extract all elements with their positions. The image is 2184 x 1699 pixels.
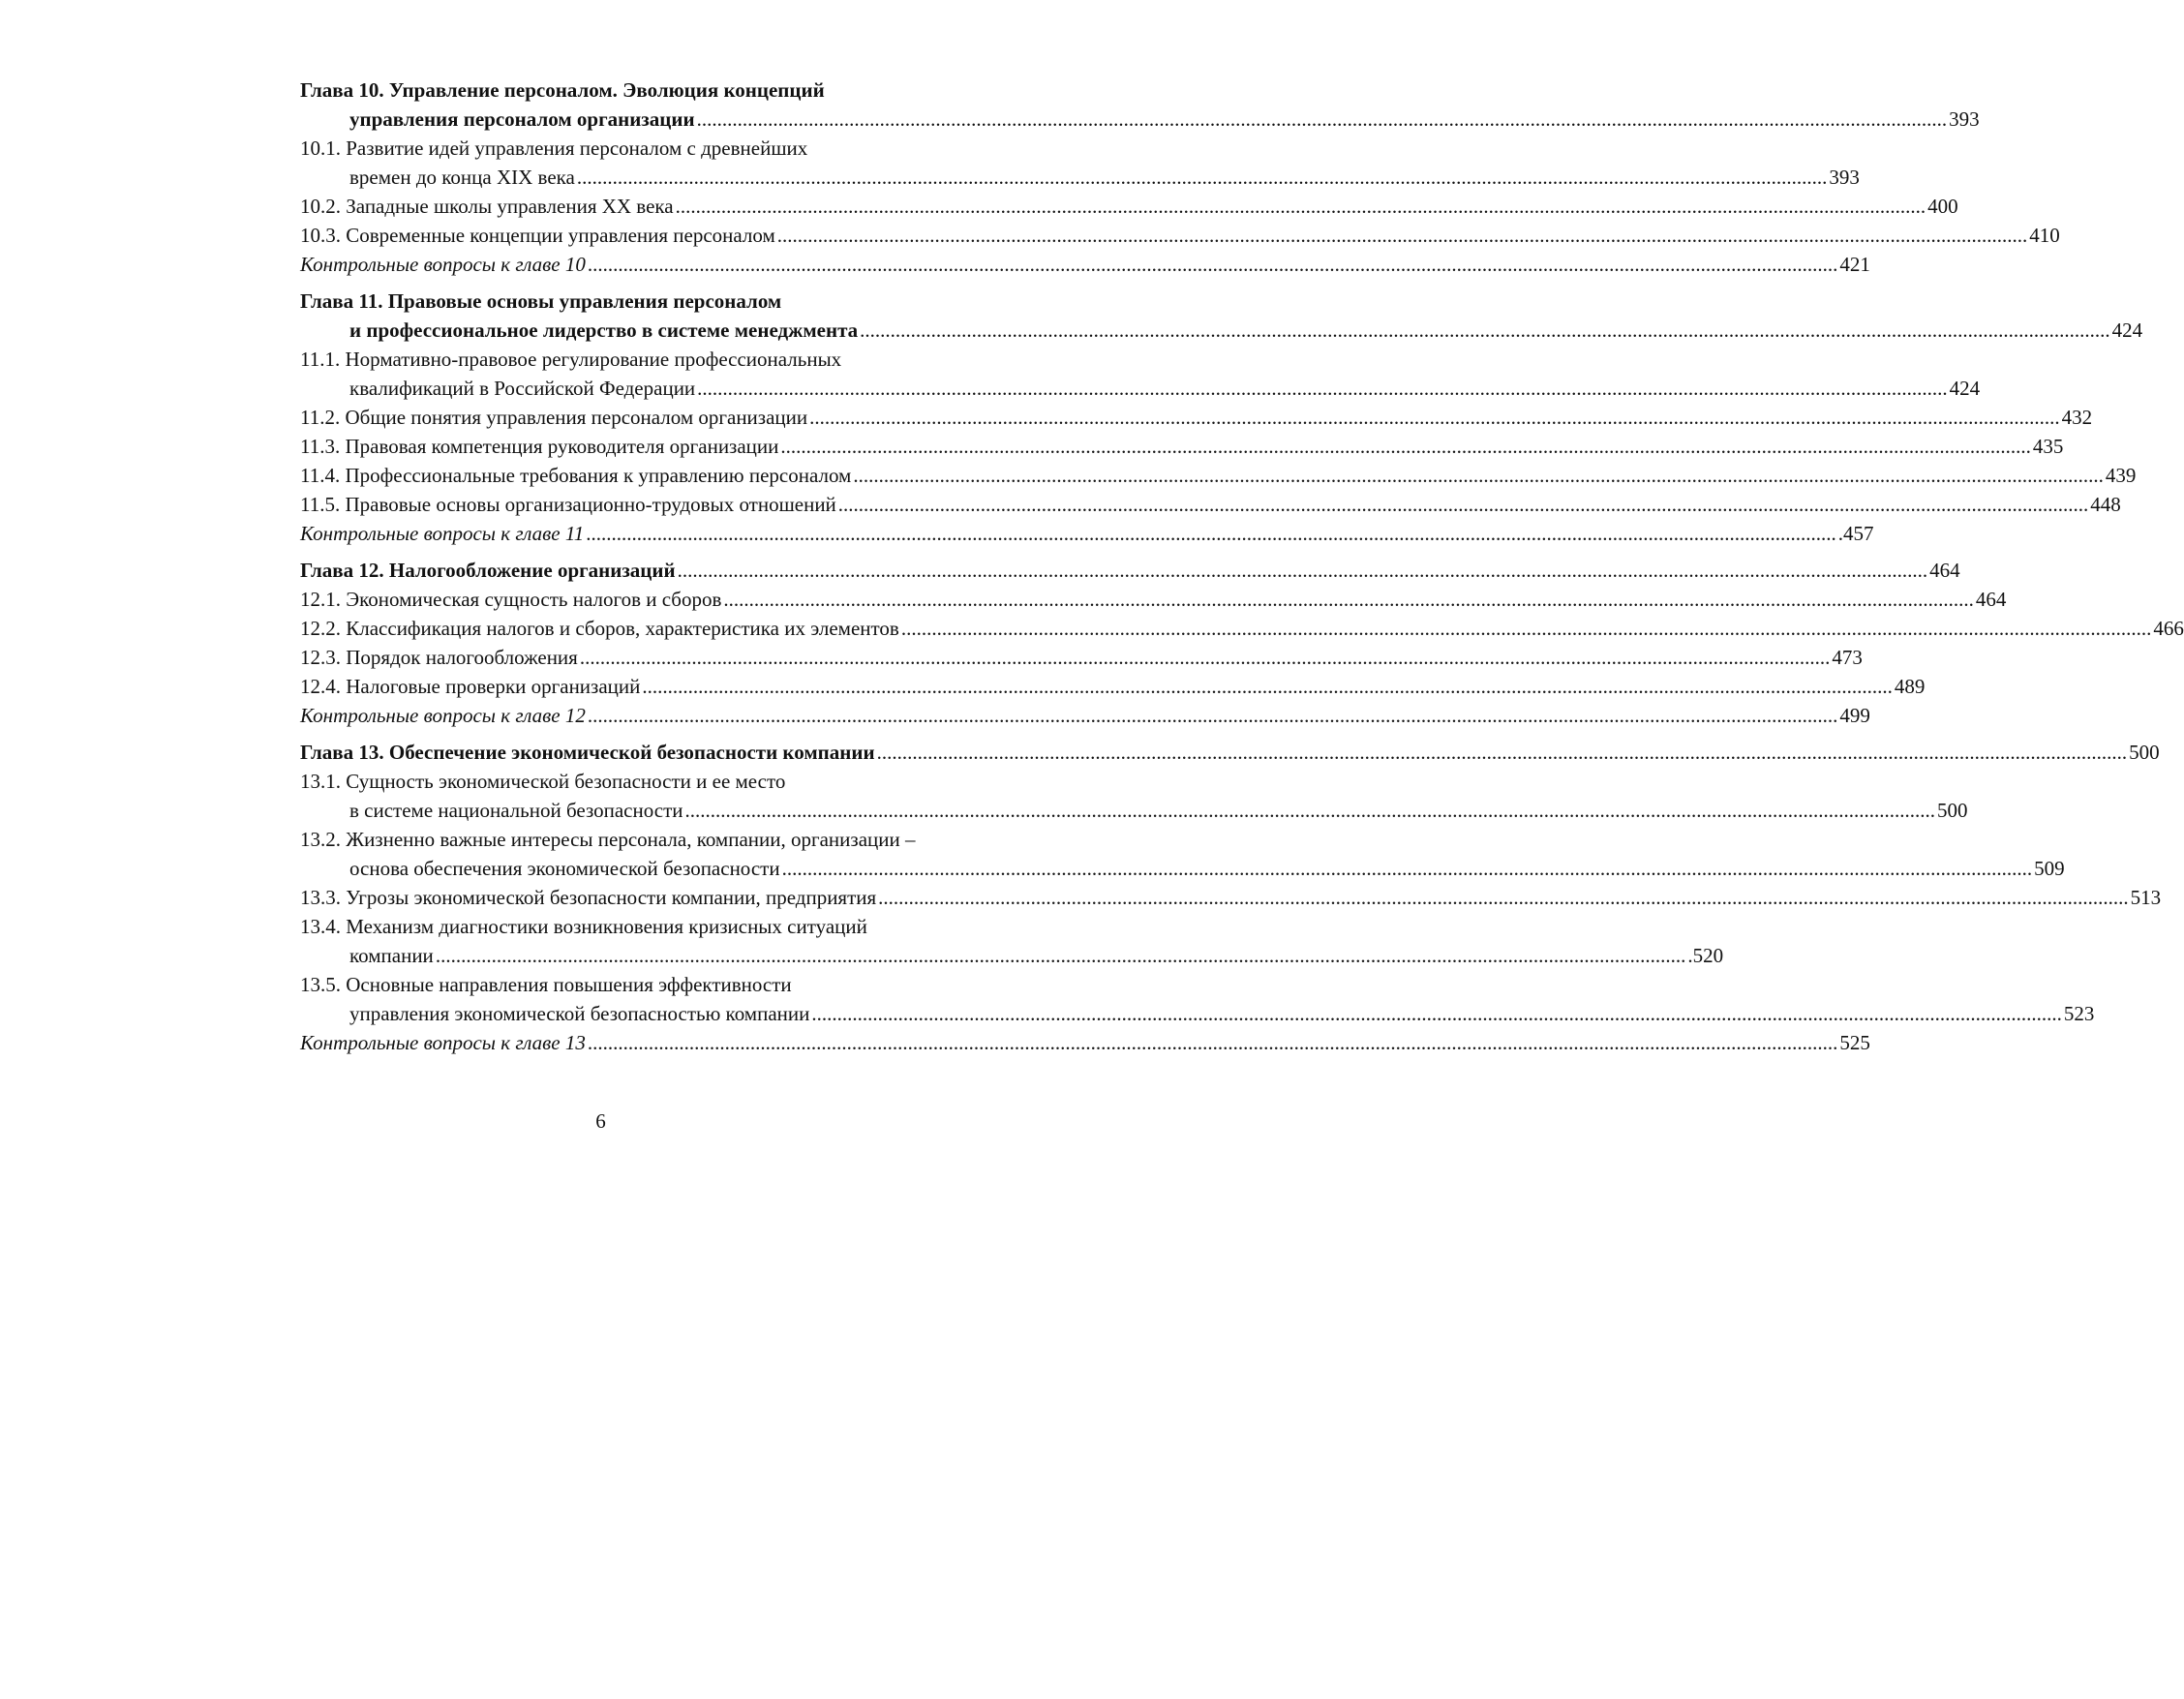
page-ref: 466 [2153, 617, 2184, 640]
review-questions-entry [300, 250, 1870, 279]
dot-leader [685, 796, 1936, 825]
toc-entry [300, 192, 1958, 221]
page-ref: 448 [2090, 493, 2121, 516]
chapter-10 [300, 76, 2060, 279]
toc-entry [300, 883, 2162, 912]
entry-title-continued: компании [349, 944, 434, 967]
page-number: 6 [595, 1109, 606, 1133]
chapter-12 [300, 556, 2184, 730]
page-ref: 432 [2061, 406, 2093, 429]
dot-leader [642, 672, 1893, 701]
entry-title: 12.4. Налоговые проверки организаций [300, 675, 641, 698]
entry-title: 12.1. Экономическая сущность налогов и сборов [300, 588, 722, 611]
toc-entry-continued [300, 999, 2095, 1028]
dot-leader [436, 941, 1686, 970]
page-ref: 464 [1929, 559, 1960, 582]
review-questions-label: Контрольные вопросы к главе 10 [300, 253, 586, 276]
toc-entry [300, 134, 964, 163]
dot-leader [676, 192, 1926, 221]
chapter-title: Глава 10. Управление персоналом. Эволюция концепций [300, 78, 825, 102]
toc-entry [300, 585, 2007, 614]
dot-leader [878, 883, 2129, 912]
page-ref: .457 [1837, 522, 1874, 545]
chapter-heading-continued [300, 105, 1980, 134]
page-ref: 523 [2063, 1002, 2095, 1025]
toc-entry-continued [300, 941, 1724, 970]
entry-title: 13.5. Основные направления повышения эффективности [300, 973, 792, 996]
entry-title: 11.5. Правовые основы организационно-трудовых отношений [300, 493, 836, 516]
toc-entry [300, 221, 2060, 250]
page-ref: 400 [1927, 195, 1958, 218]
page-ref: 393 [1829, 166, 1860, 189]
entry-title: 11.1. Нормативно-правовое регулирование профессиональных [300, 348, 842, 371]
page-ref: 424 [1949, 377, 1981, 400]
dot-leader [580, 643, 1831, 672]
entry-title-continued: управления экономической безопасностью компании [349, 1002, 810, 1025]
entry-title: 13.1. Сущность экономической безопасности и ее место [300, 770, 786, 793]
dot-leader [588, 1028, 1838, 1057]
chapter-heading [300, 287, 964, 316]
toc-entry-continued [300, 796, 1968, 825]
page-ref: 499 [1839, 704, 1870, 727]
dot-leader [588, 250, 1838, 279]
toc-entry [300, 345, 964, 374]
table-of-contents [300, 76, 2184, 1065]
page-ref: 473 [1832, 646, 1863, 669]
chapter-title-continued: управления персоналом организации [349, 107, 695, 131]
review-questions-entry [300, 701, 1870, 730]
page-ref: 393 [1949, 107, 1980, 131]
toc-entry [300, 490, 2121, 519]
entry-title: 13.4. Механизм диагностики возникновения кризисных ситуаций [300, 915, 867, 938]
page-ref: 424 [2111, 319, 2143, 342]
dot-leader [577, 163, 1828, 192]
page-ref: 439 [2105, 464, 2137, 487]
dot-leader [586, 519, 1836, 548]
entry-title-continued: времен до конца XIX века [349, 166, 575, 189]
page-ref: 489 [1894, 675, 1926, 698]
dot-leader [901, 614, 2152, 643]
chapter-title-continued: и профессиональное лидерство в системе менеджмента [349, 319, 859, 342]
chapter-title: Глава 11. Правовые основы управления персоналом [300, 289, 782, 313]
toc-entry [300, 912, 964, 941]
dot-leader [588, 701, 1838, 730]
dot-leader [678, 556, 1928, 585]
review-questions-entry [300, 519, 1874, 548]
toc-entry [300, 970, 964, 999]
dot-leader [838, 490, 2089, 519]
chapter-title: Глава 13. Обеспечение экономической безопасности компании [300, 741, 875, 764]
review-questions-label: Контрольные вопросы к главе 11 [300, 522, 585, 545]
toc-entry [300, 825, 964, 854]
entry-title-continued: в системе национальной безопасности [349, 799, 683, 822]
page-ref: .520 [1687, 944, 1724, 967]
page-ref: 500 [1937, 799, 1968, 822]
page-ref: 500 [2129, 741, 2160, 764]
dot-leader [723, 585, 1974, 614]
dot-leader [697, 105, 1948, 134]
dot-leader [777, 221, 2028, 250]
toc-entry [300, 432, 2064, 461]
entry-title: 12.2. Классификация налогов и сборов, характеристика их элементов [300, 617, 899, 640]
entry-title: 10.3. Современные концепции управления персоналом [300, 224, 775, 247]
entry-title: 13.3. Угрозы экономической безопасности компании, предприятия [300, 886, 877, 909]
toc-entry [300, 767, 964, 796]
entry-title-continued: основа обеспечения экономической безопасности [349, 857, 780, 880]
dot-leader [877, 738, 2128, 767]
entry-title: 12.3. Порядок налогообложения [300, 646, 578, 669]
chapter-heading [300, 76, 964, 105]
page-ref: 509 [2034, 857, 2065, 880]
toc-entry-continued [300, 374, 1981, 403]
dot-leader [697, 374, 1948, 403]
toc-entry [300, 643, 1863, 672]
dot-leader [853, 461, 2104, 490]
toc-entry-continued [300, 854, 2065, 883]
page-ref: 435 [2032, 435, 2064, 458]
chapter-heading-continued [300, 316, 2143, 345]
toc-entry [300, 672, 1926, 701]
entry-title: 11.2. Общие понятия управления персоналом организации [300, 406, 808, 429]
toc-entry [300, 461, 2137, 490]
toc-entry [300, 614, 2184, 643]
entry-title: 11.3. Правовая компетенция руководителя организации [300, 435, 779, 458]
chapter-11 [300, 287, 2143, 548]
chapter-heading [300, 738, 2160, 767]
dot-leader [809, 403, 2060, 432]
entry-title: 10.2. Западные школы управления XX века [300, 195, 674, 218]
dot-leader [782, 854, 2033, 883]
dot-leader [811, 999, 2062, 1028]
entry-title: 10.1. Развитие идей управления персоналом с древнейших [300, 137, 808, 160]
page-ref: 410 [2029, 224, 2060, 247]
chapter-13 [300, 738, 2162, 1057]
review-questions-label: Контрольные вопросы к главе 13 [300, 1031, 586, 1054]
page-ref: 525 [1839, 1031, 1870, 1054]
chapter-heading [300, 556, 1960, 585]
chapter-title: Глава 12. Налогообложение организаций [300, 559, 676, 582]
toc-entry-continued [300, 163, 1860, 192]
review-questions-label: Контрольные вопросы к главе 12 [300, 704, 586, 727]
review-questions-entry [300, 1028, 1870, 1057]
page-ref: 464 [1975, 588, 2007, 611]
entry-title-continued: квалификаций в Российской Федерации [349, 377, 696, 400]
page-ref: 421 [1839, 253, 1870, 276]
page-ref: 513 [2130, 886, 2162, 909]
toc-entry [300, 403, 2093, 432]
entry-title: 11.4. Профессиональные требования к управлению персоналом [300, 464, 852, 487]
dot-leader [780, 432, 2031, 461]
dot-leader [860, 316, 2110, 345]
entry-title: 13.2. Жизненно важные интересы персонала, компании, организации – [300, 828, 916, 851]
